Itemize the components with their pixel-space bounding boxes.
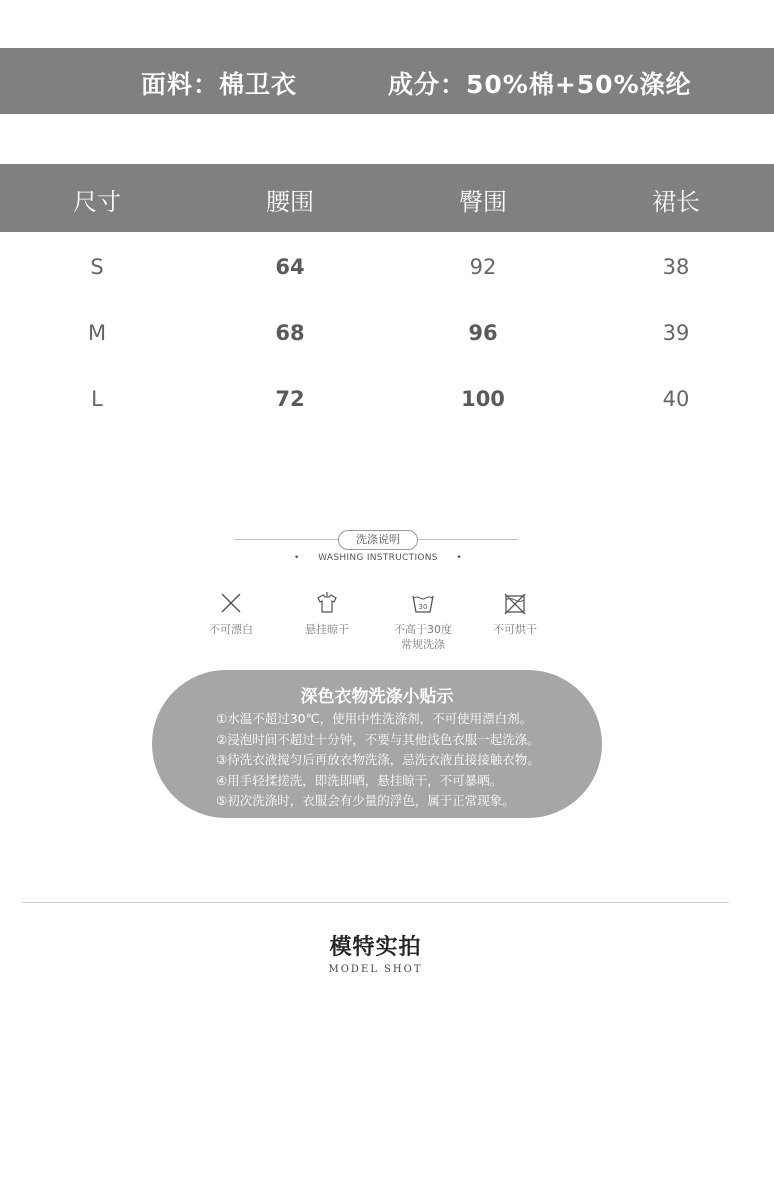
cell-size: M [87,321,107,345]
divider-left [235,539,338,540]
section-divider [22,902,729,903]
tip-item: ①水温不超过30℃，使用中性洗涤剂，不可使用漂白剂。 [216,711,533,726]
care-label-line1: 不高于30度 [394,623,452,636]
tips-list [216,709,540,812]
washing-subtitle: WASHING INSTRUCTIONS [318,553,438,563]
size-table-header [0,164,774,232]
care-item-no-tumble-dry [470,590,560,637]
wash-30-icon [410,590,436,616]
care-item-wash-30 [378,590,468,652]
tip-item: ④用手轻揉搓洗，即洗即晒，悬挂晾干，不可暴晒。 [216,772,503,788]
header-length: 裙长 [652,188,700,216]
size-row-s [0,255,774,295]
cell-hip: 100 [461,387,505,411]
fabric-banner [0,48,774,114]
dark-clothes-tips [152,670,602,818]
cell-size: S [90,255,104,279]
cell-length: 40 [662,387,690,411]
fabric-composition: 成分：50%棉+50%涤纶 [388,70,692,99]
hang-dry-icon [314,590,340,616]
no-bleach-icon [218,590,244,616]
header-waist: 腰围 [266,188,314,216]
care-label-line2: 常规洗涤 [401,638,445,651]
model-shot-title: 模特实拍 [329,935,422,960]
bullet-dot: • [294,553,300,563]
header-hip: 臀围 [459,188,507,216]
cell-size: L [91,387,103,411]
header-size: 尺寸 [73,188,121,216]
tip-item: ②浸泡时间不超过十分钟，不要与其他浅色衣服一起洗涤。 [216,731,540,747]
bullet-dot: • [456,553,462,563]
size-row-l [0,387,774,427]
model-shot-subtitle: MODEL SHOT [328,964,423,975]
cell-length: 38 [662,255,690,279]
care-item-hang-dry [282,590,372,637]
care-item-no-bleach [186,590,276,637]
care-label: 悬挂晾干 [305,623,349,636]
cell-hip: 96 [468,321,498,345]
care-label: 不可烘干 [493,623,537,636]
tips-title: 深色衣物洗涤小贴示 [300,687,454,707]
no-tumble-dry-icon [502,590,528,616]
cell-hip: 92 [469,255,497,279]
cell-length: 39 [662,321,690,345]
tip-item: ③待洗衣液搅匀后再放衣物洗涤，忌洗衣液直接接触衣物。 [216,752,540,767]
cell-waist: 72 [275,387,305,411]
wash-temp: 30 [418,603,428,611]
washing-title: 洗涤说明 [338,530,418,550]
cell-waist: 68 [275,321,305,345]
cell-waist: 64 [275,255,305,279]
size-row-m [0,321,774,361]
divider-right [416,539,518,540]
fabric-material: 面料：棉卫衣 [141,70,298,99]
tip-item: ⑤初次洗涤时，衣服会有少量的浮色，属于正常现象。 [216,793,515,808]
washing-subtitle-row [280,553,476,563]
care-label: 不可漂白 [209,623,253,636]
